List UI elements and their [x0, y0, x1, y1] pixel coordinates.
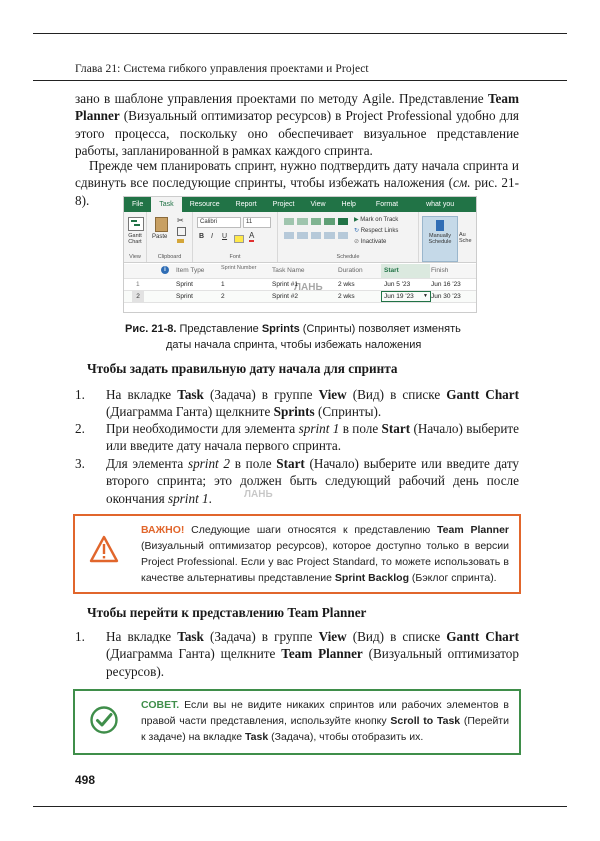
cell-sprint-number[interactable]: 1	[221, 281, 225, 288]
cell-task-name[interactable]: Sprint #1	[272, 281, 299, 288]
inactivate-icon: ⊘	[354, 239, 360, 245]
tab-task[interactable]: Task	[151, 197, 181, 212]
row-id: 2	[132, 291, 144, 302]
font-name-select[interactable]: Calibri	[197, 217, 241, 228]
group-tasks	[419, 212, 477, 262]
list-item: 3. Для элемента sprint 2 в поле Start (Начало) выберите или введите дату второго спринта; это должен быть следующий рабочий день после окончания sprint 1.	[75, 456, 520, 506]
tip-box	[73, 689, 521, 755]
header-rule	[33, 80, 567, 81]
cell-finish[interactable]: Jun 30 '23	[431, 293, 461, 300]
page-number: 498	[75, 773, 96, 787]
respect-links-icon: ↻	[354, 228, 360, 234]
col-task-name[interactable]: Task Name	[272, 267, 305, 274]
gantt-chart-button[interactable]: Gantt Chart	[128, 233, 142, 245]
group-label-clipboard: Clipboard	[157, 254, 182, 260]
font-size-select[interactable]: 11	[243, 217, 271, 228]
group-schedule	[278, 212, 419, 262]
ribbon-tabs	[124, 197, 476, 212]
underline-button[interactable]: U	[222, 233, 228, 240]
row-id: 1	[136, 281, 140, 288]
ribbon-body	[124, 212, 476, 263]
copy-icon[interactable]	[177, 227, 186, 236]
section-heading-set-start: Чтобы задать правильную дату начала для спринта	[87, 361, 398, 376]
tab-view[interactable]: View	[310, 201, 326, 208]
table-header	[124, 264, 476, 279]
tab-project[interactable]: Project	[272, 201, 295, 208]
mark-on-track-icon: ▶	[354, 217, 359, 223]
cell-start-editing[interactable]: Jun 19 '23 ▼	[381, 291, 431, 302]
cell-item-type[interactable]: Sprint	[176, 281, 193, 288]
cell-task-name[interactable]: Sprint #2	[272, 293, 299, 300]
cell-duration[interactable]: 2 wks	[338, 281, 355, 288]
pin-icon	[436, 220, 444, 231]
percent-complete-icons[interactable]	[284, 218, 348, 225]
mark-on-track-button[interactable]: ▶ Mark on Track	[354, 217, 399, 223]
group-label-schedule: Schedule	[336, 254, 360, 260]
cell-start[interactable]: Jun 5 '23	[384, 281, 411, 288]
font-color-icon[interactable]: A	[249, 231, 255, 240]
respect-links-button[interactable]: ↻ Respect Links	[354, 228, 399, 234]
list-item: 1. На вкладке Task (Задача) в группе View (Вид) в списке Gantt Chart (Диаграмма Ганта) щелкните Sprints (Спринты).	[75, 387, 520, 420]
list-item: 1. На вкладке Task (Задача) в группе View (Вид) в списке Gantt Chart (Диаграмма Ганта) щелкните Team Planner (Визуальный оптимизатор ресурсов).	[75, 629, 520, 679]
paragraph-2: Прежде чем планировать спринт, нужно подтвердить дату начала спринта и сдвинуть все последующие спринты, чтобы избежать наложения (см. рис. 21-8).	[75, 158, 519, 208]
warning-icon	[89, 535, 119, 568]
chevron-down-icon[interactable]: ▼	[423, 293, 428, 299]
figure-caption: Рис. 21-8. Представление Sprints (Спринты) позволяет изменять даты начала спринта, чтобы избежать наложения	[125, 323, 461, 351]
bold-button[interactable]: B	[199, 233, 205, 240]
group-view	[124, 212, 147, 262]
figure-screenshot	[123, 196, 477, 313]
tab-file[interactable]: File	[132, 201, 144, 208]
format-painter-icon[interactable]	[177, 239, 184, 243]
cut-icon[interactable]: ✂	[177, 216, 184, 225]
watermark: ЛАНЬ	[294, 282, 323, 293]
running-header: Глава 21: Система гибкого управления проектами и Project	[75, 63, 369, 75]
tip-text: СОВЕТ. Если вы не видите никаких спринтов или рабочих элементов в правой части представления, используйте кнопку Scroll to Task (Перейти к задаче) на вкладке Task (Задача), чтобы отобразить их.	[141, 699, 509, 743]
outdent-indent-icons[interactable]	[284, 232, 348, 239]
cell-duration[interactable]: 2 wks	[338, 293, 355, 300]
col-start[interactable]: Start	[381, 264, 430, 278]
info-icon: i	[161, 266, 169, 274]
col-sprint-number[interactable]: Sprint Number	[221, 265, 257, 271]
paragraph-1: зано в шаблоне управления проектами по методу Agile. Представление Team Planner (Визуальный оптимизатор ресурсов) в Project Professional удобно для этого процесса, поскольку оно обеспечивает визуальное представление работы, запланированной в рамках каждого спринта.	[75, 91, 519, 159]
list-item: 2. При необходимости для элемента sprint 1 в поле Start (Начало) выберите или введите дату начала первого спринта.	[75, 421, 519, 454]
highlight-color-icon[interactable]	[234, 235, 244, 243]
paste-icon	[155, 217, 168, 232]
tell-me-search[interactable]: what you	[426, 201, 455, 208]
manually-schedule-button[interactable]: Manually Schedule	[422, 216, 458, 262]
group-label-view: View	[129, 254, 141, 260]
group-clipboard	[147, 212, 193, 262]
tab-help[interactable]: Help	[341, 201, 356, 208]
watermark: ЛАНЬ	[244, 489, 273, 500]
group-label-font: Font	[229, 254, 241, 260]
col-finish[interactable]: Finish	[431, 267, 449, 274]
inactivate-button[interactable]: ⊘ Inactivate	[354, 239, 387, 245]
tab-report[interactable]: Report	[235, 201, 257, 208]
tab-format[interactable]: Format	[375, 201, 399, 208]
col-duration[interactable]: Duration	[338, 267, 363, 274]
paste-button[interactable]: Paste	[152, 234, 168, 240]
cell-sprint-number[interactable]: 2	[221, 293, 225, 300]
warning-text: ВАЖНО! Следующие шаги относятся к представлению Team Planner (Визуальный оптимизатор ресурсов), которое доступно только в версии Project Professional. Если у вас Project Standard, то можете использовать в качестве альтернативы представление Sprint Backlog (Бэклог спринта).	[141, 524, 509, 584]
section-heading-team-planner: Чтобы перейти к представлению Team Planner	[87, 605, 367, 620]
top-rule	[33, 33, 567, 34]
italic-button[interactable]: I	[211, 233, 213, 240]
col-item-type[interactable]: Item Type	[176, 267, 205, 274]
cell-item-type[interactable]: Sprint	[176, 293, 193, 300]
gantt-chart-icon	[128, 217, 144, 231]
auto-schedule-button[interactable]: Au Sche	[459, 232, 472, 244]
cell-finish[interactable]: Jun 16 '23	[431, 281, 461, 288]
group-font	[193, 212, 278, 262]
checkmark-icon	[89, 705, 119, 740]
warning-box	[73, 514, 521, 594]
tab-resource[interactable]: Resource	[189, 201, 220, 208]
bottom-rule	[33, 806, 567, 807]
